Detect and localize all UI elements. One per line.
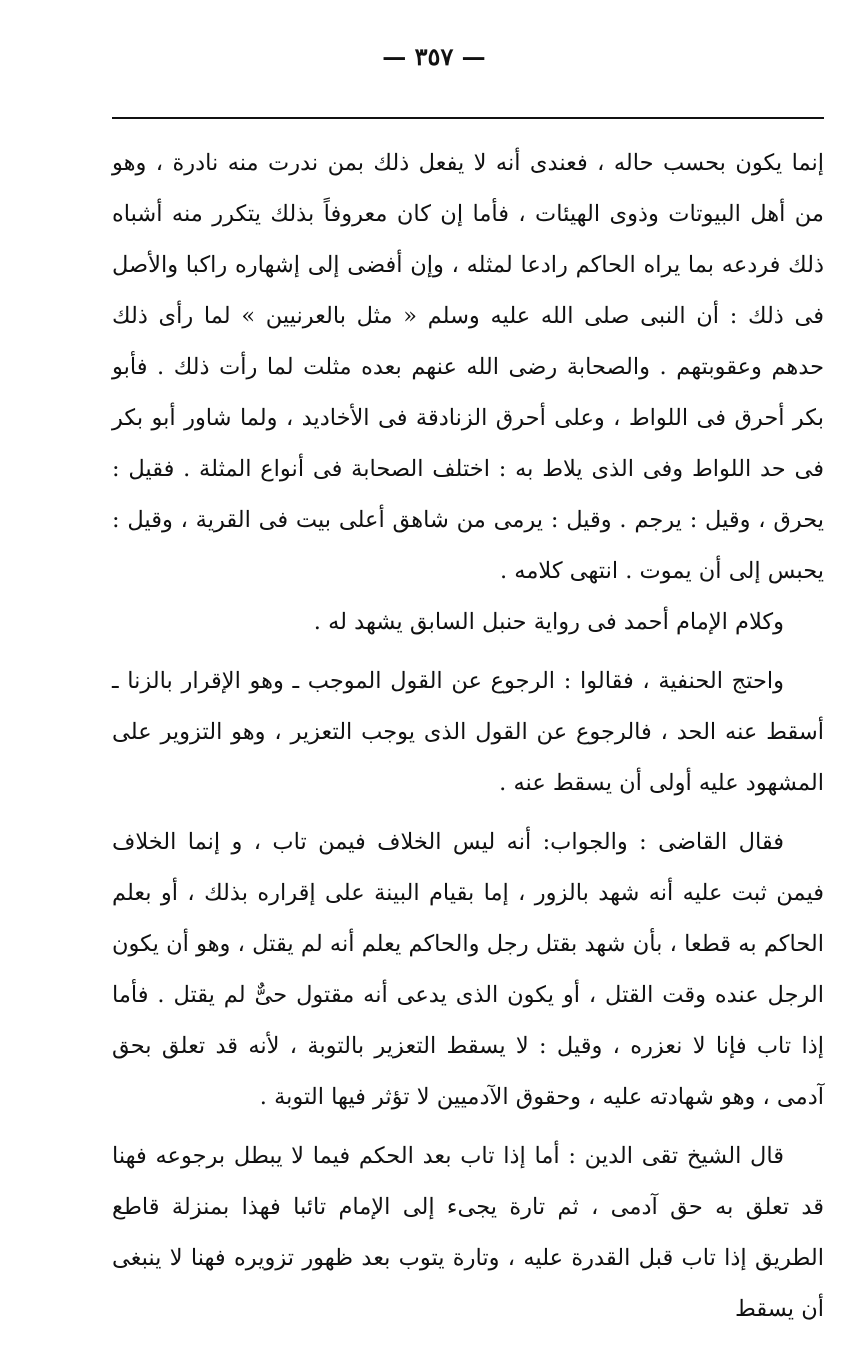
page-number: — ٣٥٧ — [382,42,486,71]
paragraph-gap [112,1123,824,1131]
paragraph: وكلام الإمام أحمد فى رواية حنبل السابق يشهد له . [313,609,784,635]
page-body [112,138,824,1335]
paragraph-gap [112,809,824,817]
paragraph: قال الشيخ تقى الدين : أما إذا تاب بعد الحكم فيما لا يبطل برجوعه فهنا قد تعلق به حق آدمى ، ثم تارة يجىء إلى الإمام تائبا فهذا بمنزلة قاطع الطريق إذا تاب قبل القدرة عليه ، وتارة يتوب بعد ظهور تزويره فهنا لا ينبغى أن يسقط [112,1143,824,1322]
paragraph: إنما يكون بحسب حاله ، فعندى أنه لا يفعل ذلك بمن ندرت منه نادرة ، وهو من أهل البيوتات وذوى الهيئات ، فأما إن كان معروفاً بذلك يتكرر منه أشباه ذلك فردعه بما يراه الحاكم رادعا لمثله ، وإن أفضى إلى إشهاره راكبا والأصل فى ذلك : أن النبى صلى الله عليه وسلم « مثل بالعرنيين » لما رأى ذلك حدهم وعقوبتهم . والصحابة رضى الله عنهم بعده مثلت لما رأت ذلك . فأبو بكر أحرق فى اللواط ، وعلى أحرق الزنادقة فى الأخاديد ، ولما شاور أبو بكر فى حد اللواط وفى الذى يلاط به : اختلف الصحابة فى أنواع المثلة . فقيل : يحرق ، وقيل : يرجم . وقيل : يرمى من شاهق أعلى بيت فى القرية ، وقيل : يحبس إلى أن يموت . انتهى كلامه . [112,150,824,584]
paragraph: واحتج الحنفية ، فقالوا : الرجوع عن القول الموجب ـ وهو الإقرار بالزنا ـ أسقط عنه الحد ، فالرجوع عن القول الذى يوجب التعزير ، وهو التزوير على المشهود عليه أولى أن يسقط عنه . [112,668,824,796]
header-rule [112,117,824,119]
paragraph: فقال القاضى : والجواب: أنه ليس الخلاف فيمن تاب ، و إنما الخلاف فيمن ثبت عليه أنه شهد بالزور ، إما بقيام البينة على إقراره بذلك ، أو بعلم الحاكم به قطعا ، بأن شهد بقتل رجل والحاكم يعلم أنه لم يقتل ، وهو أن يكون الرجل عنده وقت القتل ، أو يكون الذى يدعى أنه مقتول حىٌّ لم يقتل . فأما إذا تاب فإنا لا نعزره ، وقيل : لا يسقط التعزير بالتوبة ، لأنه قد تعلق بحق آدمى ، وهو شهادته عليه ، وحقوق الآدميين لا تؤثر فيها التوبة . [112,829,824,1110]
paragraph-gap [112,648,824,656]
